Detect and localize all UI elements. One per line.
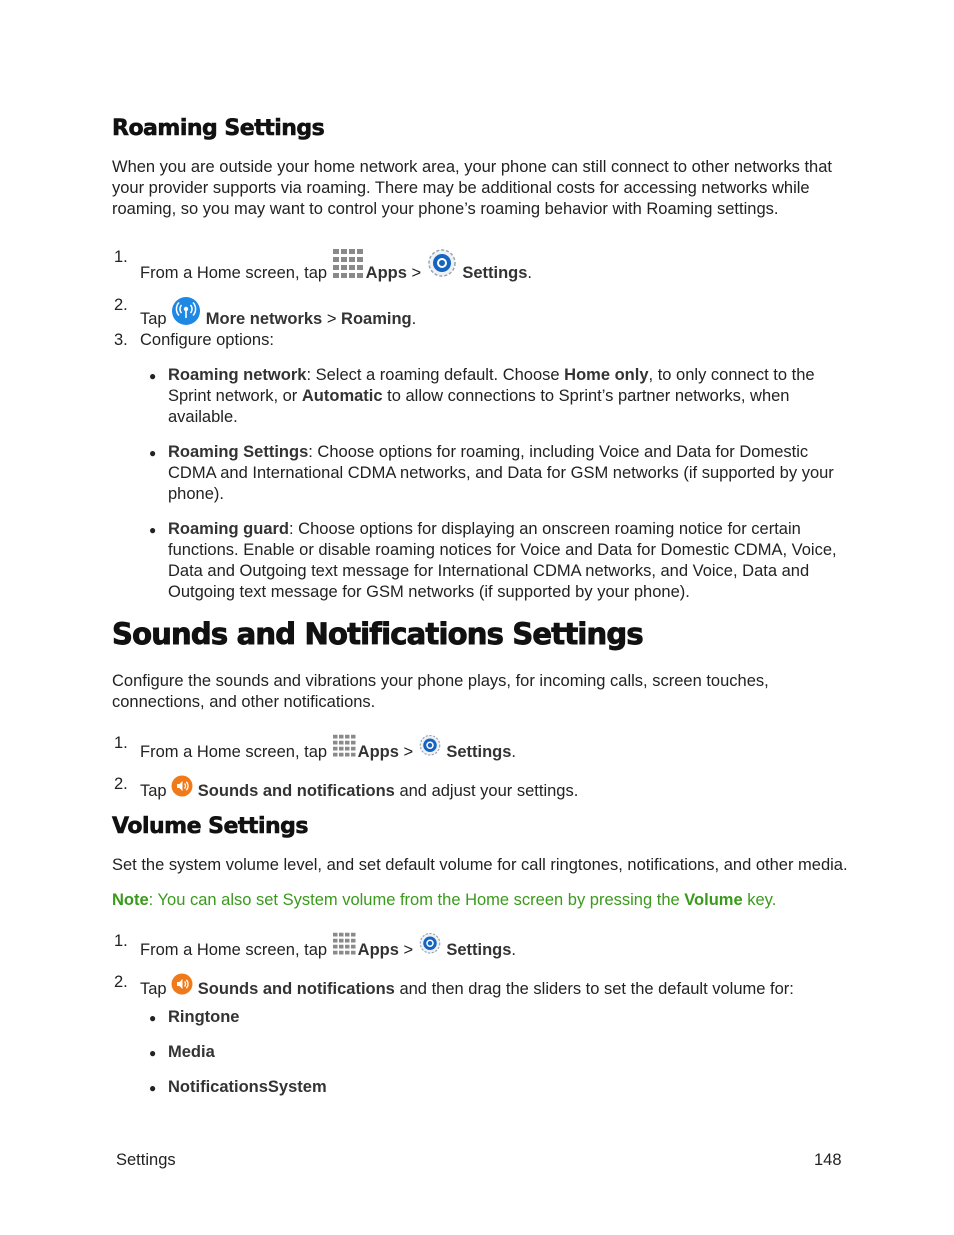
volume-intro: Set the system volume level, and set default volume for call ringtones, notifications, and other media. [112,856,848,874]
sounds-step2-number: 2. [114,775,128,793]
apps-label: Apps [357,941,399,959]
separator: > [398,743,418,761]
roaming-step2 [140,296,416,330]
bullet-roaming-guard [168,519,848,603]
apps-grid-icon [332,734,358,758]
step-text: From a Home screen, tap [140,264,332,282]
bullet-title: Ringtone [168,1008,240,1026]
apps-label: Apps [365,264,407,282]
sounds-step1-number: 1. [114,734,128,752]
bullet-roaming-settings [168,442,848,505]
settings-label: Settings [446,941,512,959]
bullet-title: Roaming guard [168,520,290,538]
sounds-notifications-icon [171,973,193,995]
more-networks-label: More networks [205,310,323,328]
bullet-dot: ● [149,523,157,537]
settings-gear-icon [426,248,458,280]
bullet-text: to allow connections to Sprint’s partner networks, when available. [168,387,790,426]
roaming-label: Roaming [341,310,412,328]
step-text: Tap [140,980,172,998]
bullet-text: : Choose options for roaming, including Voice and Data for Domestic CDMA and International CDMA networks, and Data for GSM networks (if supported by your phone). [168,443,834,503]
bullet-dot: ● [149,1081,157,1095]
roaming-intro: When you are outside your home network area, your phone can still connect to other networks that your provider supports via roaming. There may be additional costs for accessing networks while roaming, so you may want to control your phone’s roaming behavior with Roaming settings. [112,158,832,218]
bullet-dot: ● [149,369,157,383]
settings-label: Settings [446,743,512,761]
bullet-bold: Automatic [301,387,383,405]
sounds-step2 [140,775,578,802]
apps-grid-icon [332,932,358,956]
roaming-step2-number: 2. [114,296,128,314]
sounds-step1 [140,734,516,763]
settings-label: Settings [462,264,528,282]
step-text: Tap [140,782,172,800]
bullet-text: , to only connect to the Sprint network, or [168,366,815,405]
bullet-title: NotificationsSystem [168,1078,327,1096]
bullet-text: : Choose options for displaying an onscreen roaming notice for certain functions. Enable or disable roaming notices for Voice and Data for Domestic CDMA, Voice, Data and Outgoing text message for International CDMA networks, and Voice, Data and Outgoing text message for GSM networks (if supported by your phone). [168,520,837,601]
volume-step2 [140,973,794,1000]
settings-gear-icon [418,734,442,758]
sounds-notifications-label: Sounds and notifications [197,980,395,998]
bullet-dot: ● [149,1046,157,1060]
bullet-dot: ● [149,446,157,460]
step-end: . [411,310,417,328]
volume-heading: Volume Settings [112,814,308,839]
step-end: . [511,941,516,959]
step-text: From a Home screen, tap [140,743,332,761]
note-key: Volume [684,891,743,909]
bullet-text: : Select a roaming default. Choose [306,366,565,384]
bullet-title: Roaming Settings [168,443,309,461]
bullet-media [168,1042,848,1063]
apps-label: Apps [357,743,399,761]
bullet-title: Roaming network [168,366,307,384]
step-end: . [527,264,532,282]
roaming-step1 [140,248,532,284]
separator: > [406,264,426,282]
step-text: Tap [140,310,172,328]
volume-step1 [140,932,516,961]
bullet-ringtone [168,1007,848,1028]
roaming-heading: Roaming Settings [112,116,325,141]
step-text: and then drag the sliders to set the default volume for: [394,980,794,998]
bullet-title: Media [168,1043,215,1061]
step-text: and adjust your settings. [394,782,579,800]
bullet-bold: Home only [564,366,649,384]
footer-section: Settings [116,1151,176,1169]
bullet-roaming-network [168,365,848,428]
separator: > [398,941,418,959]
sounds-notifications-icon [171,775,193,797]
roaming-step3-number: 3. [114,331,128,349]
bullet-dot: ● [149,1011,157,1025]
more-networks-icon [171,296,201,326]
separator: > [322,310,342,328]
roaming-step1-number: 1. [114,248,128,266]
step-end: . [511,743,516,761]
note-text: : You can also set System volume from the Home screen by pressing the [148,891,685,909]
note-label: Note [112,891,149,909]
apps-grid-icon [332,248,366,280]
volume-step1-number: 1. [114,932,128,950]
settings-gear-icon [418,932,442,956]
sounds-notifications-label: Sounds and notifications [197,782,395,800]
volume-step2-number: 2. [114,973,128,991]
footer-page-number: 148 [814,1151,842,1169]
note-text: key. [742,891,777,909]
roaming-step3: Configure options: [140,331,274,349]
step-text: From a Home screen, tap [140,941,332,959]
volume-note [112,890,872,911]
bullet-notifications-system [168,1077,848,1098]
sounds-heading: Sounds and Notifications Settings [112,617,643,651]
sounds-intro: Configure the sounds and vibrations your phone plays, for incoming calls, screen touches, connections, and other notifications. [112,672,769,711]
